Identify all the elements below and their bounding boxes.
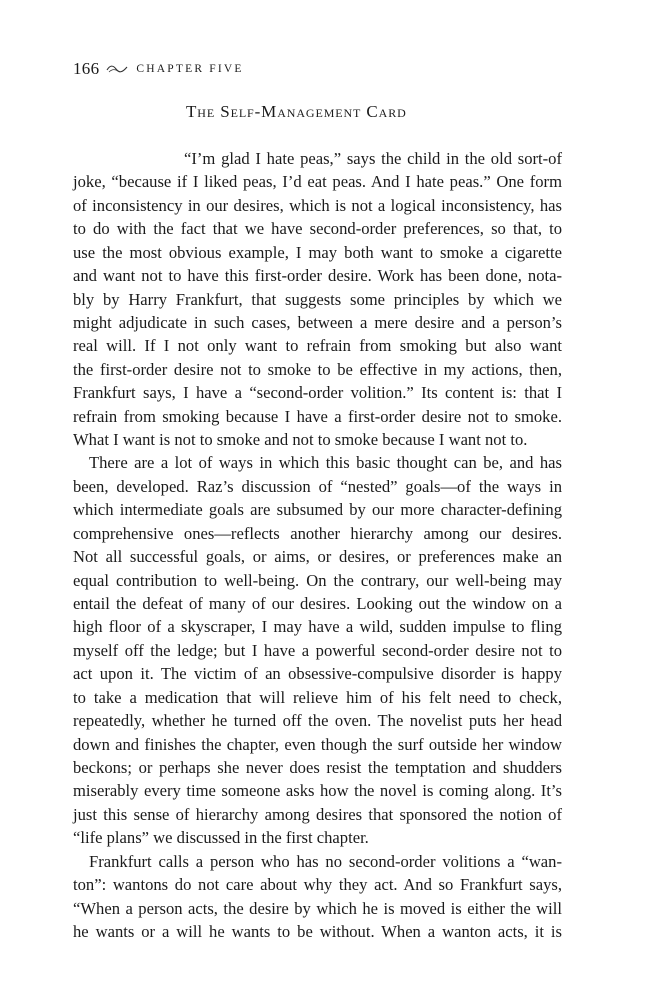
text-line: myself off the ledge; but I have a powerful second-order desire not to	[73, 640, 562, 660]
text-line: comprehensive ones—reflects another hierarchy among our desires.	[73, 523, 562, 543]
text-line: refrain from smoking because I have a first-order desire not to smoke.	[73, 406, 562, 426]
text-line: repeatedly, whether he turned off the oven. The novelist puts her head	[73, 711, 562, 731]
text-line: ton”: wantons do not care about why they act. And so Frankfurt says,	[73, 875, 562, 895]
text-line: use the most obvious example, I may both want to smoke a cigarette	[73, 242, 562, 262]
text-line: Frankfurt calls a person who has no second-order volitions a “wan-	[89, 851, 562, 871]
chapter-label: CHAPTER FIVE	[136, 63, 244, 75]
text-line: There are a lot of ways in which this basic thought can be, and has	[89, 453, 562, 473]
text-line: “life plans” we discussed in the first chapter.	[73, 828, 369, 848]
text-line: of inconsistency in our desires, which is not a logical inconsistency, has	[73, 195, 562, 215]
text-line: Frankfurt says, I have a “second-order volition.” Its content is: that I	[73, 383, 562, 403]
text-line: been, developed. Raz’s discussion of “nested” goals—of the ways in	[73, 476, 562, 496]
text-line: just this sense of hierarchy among desires that sponsored the notion of	[73, 804, 562, 824]
text-line: which intermediate goals are subsumed by our more character-defining	[73, 500, 562, 520]
text-line: the first-order desire not to smoke to be effective in my actions, then,	[73, 359, 562, 379]
text-line: high floor of a skyscraper, I may have a wild, sudden impulse to fling	[73, 617, 562, 637]
text-line: “I’m glad I hate peas,” says the child in the old sort-of	[184, 149, 562, 168]
text-line: down and finishes the chapter, even though the surf outside her window	[73, 734, 562, 754]
text-line: Not all successful goals, or aims, or desires, or preferences make an	[73, 547, 562, 567]
text-line: miserably every time someone asks how the novel is coming along. It’s	[73, 781, 562, 801]
page-number: 166	[73, 59, 100, 78]
body-text	[73, 147, 562, 943]
text-line: What I want is not to smoke and not to smoke because I want not to.	[73, 430, 528, 450]
text-line: act upon it. The victim of an obsessive-compulsive disorder is happy	[73, 664, 562, 684]
text-line: bly by Harry Frankfurt, that suggests some principles by which we	[73, 289, 562, 309]
text-line: to do with the fact that we have second-order preferences, so that, to	[73, 219, 562, 239]
section-title: The Self-Management Card	[186, 102, 407, 121]
running-head	[73, 58, 244, 80]
text-line: and want not to have this first-order desire. Work has been done, nota-	[73, 266, 562, 286]
text-line: entail the defeat of many of our desires. Looking out the window on a	[73, 594, 562, 614]
text-line: beckons; or perhaps she never does resist the temptation and shudders	[73, 757, 562, 777]
swash-ornament-icon	[106, 64, 128, 74]
text-line: to take a medication that will relieve him of his felt need to check,	[73, 687, 562, 707]
text-line: equal contribution to well-being. On the contrary, our well-being may	[73, 570, 562, 590]
text-line: might adjudicate in such cases, between a mere desire and a person’s	[73, 312, 562, 332]
text-line: real will. If I not only want to refrain from smoking but also want	[73, 336, 562, 356]
text-line: “When a person acts, the desire by which he is moved is either the will	[73, 898, 562, 918]
text-line: he wants or a will he wants to be without. When a wanton acts, it is	[73, 921, 562, 941]
text-line: joke, “because if I liked peas, I’d eat peas. And I hate peas.” One form	[73, 172, 562, 192]
